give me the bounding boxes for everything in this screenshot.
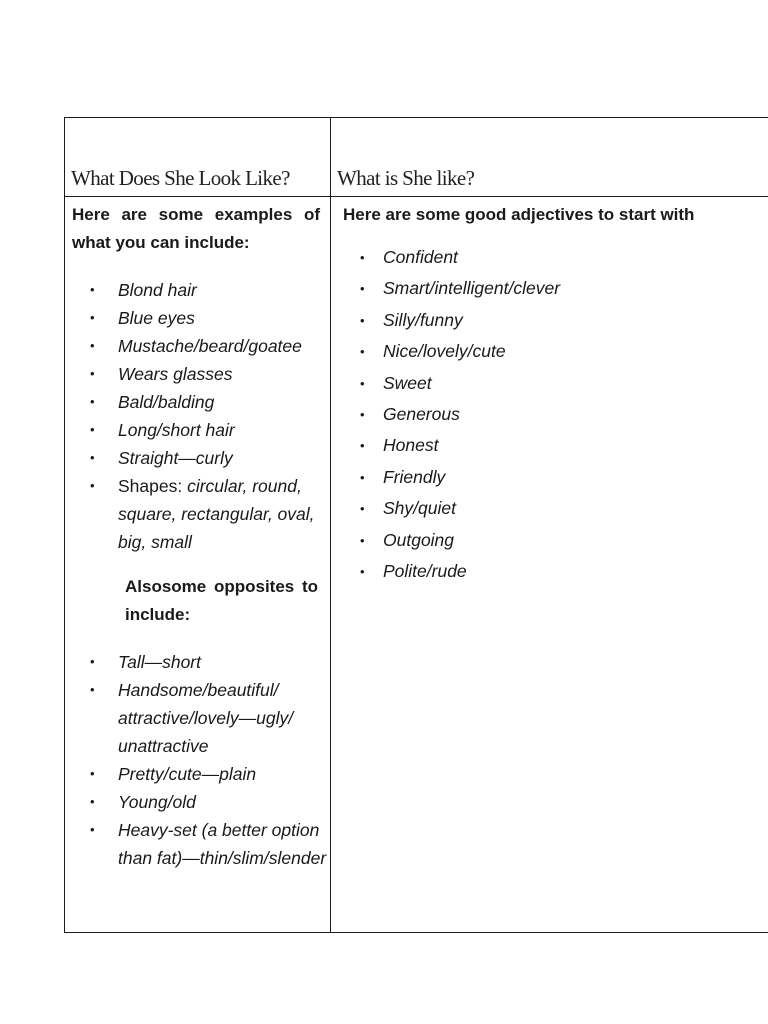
list-item-text: Straight—curly	[118, 448, 233, 468]
bullet-icon: •	[360, 438, 365, 454]
list-item	[65, 332, 330, 360]
list-item-text: Blue eyes	[118, 308, 195, 328]
list-item-text: Silly/funny	[383, 309, 463, 330]
list-item	[331, 368, 768, 399]
description-table	[64, 117, 768, 933]
bullet-icon: •	[90, 394, 95, 409]
left-header-cell	[65, 118, 331, 197]
appearance-list	[65, 276, 330, 556]
list-item-text: Pretty/cute—plain	[118, 764, 257, 784]
adjectives-list	[331, 242, 768, 587]
bullet-icon: •	[360, 469, 365, 485]
list-item-text: Bald/balding	[118, 392, 215, 412]
right-header-cell	[331, 118, 768, 197]
list-item	[331, 493, 768, 524]
bullet-icon: •	[360, 407, 365, 423]
list-item	[65, 788, 330, 816]
list-item-text: Wears glasses	[118, 364, 233, 384]
left-intro-text: Here are some examples of what you can include:	[72, 205, 320, 252]
list-item	[331, 273, 768, 304]
bullet-icon: •	[360, 375, 365, 391]
list-item	[331, 305, 768, 336]
list-item-text: Sweet	[383, 372, 432, 393]
opposites-intro-text: Alsosome opposites to include:	[125, 577, 318, 624]
list-item	[65, 276, 330, 304]
list-item	[65, 760, 330, 788]
bullet-icon: •	[90, 338, 95, 353]
list-item-text: Honest	[383, 435, 439, 456]
list-item-text: Polite/rude	[383, 561, 467, 582]
list-item	[65, 648, 330, 676]
bullet-icon: •	[360, 344, 365, 360]
bullet-icon: •	[90, 310, 95, 325]
list-item	[331, 556, 768, 587]
list-item-text: Handsome/beautiful/ attractive/lovely—ugly/ unattractive	[118, 680, 294, 756]
bullet-icon: •	[360, 501, 365, 517]
list-item-text: Outgoing	[383, 529, 455, 550]
list-item-text: Tall—short	[118, 652, 201, 672]
bullet-icon: •	[90, 654, 95, 669]
bullet-icon: •	[90, 282, 95, 297]
list-item	[331, 430, 768, 461]
bullet-icon: •	[90, 682, 95, 697]
bullet-icon: •	[360, 532, 365, 548]
list-item	[65, 416, 330, 444]
list-item-text: Generous	[383, 404, 460, 425]
bullet-icon: •	[90, 766, 95, 781]
bullet-icon: •	[360, 564, 365, 580]
list-item-text: Mustache/beard/goatee	[118, 336, 302, 356]
list-item	[65, 676, 330, 760]
right-intro-text: Here are some good adjectives to start with	[343, 205, 695, 224]
bullet-icon: •	[360, 312, 365, 328]
list-item	[65, 304, 330, 332]
list-item-text: Shy/quiet	[383, 498, 456, 519]
list-item-text: Young/old	[118, 792, 196, 812]
list-item	[331, 242, 768, 273]
list-item-text: Heavy-set (a better option than fat)—thin/slim/slender	[118, 820, 327, 868]
right-column-heading: What is She like?	[337, 166, 475, 190]
bullet-icon: •	[90, 822, 95, 837]
bullet-icon: •	[90, 794, 95, 809]
list-item	[65, 444, 330, 472]
bullet-icon: •	[90, 366, 95, 381]
list-item	[65, 388, 330, 416]
right-content-cell	[331, 197, 768, 933]
list-item	[331, 336, 768, 367]
list-item-text: Nice/lovely/cute	[383, 341, 506, 362]
list-item	[331, 462, 768, 493]
shapes-list-text: circular, round, square, rectangular, oval, big, small	[118, 476, 315, 552]
left-column-heading: What Does She Look Like?	[71, 166, 290, 190]
bullet-icon: •	[90, 450, 95, 465]
list-item	[65, 816, 330, 872]
bullet-icon: •	[90, 422, 95, 437]
list-item-text: Smart/intelligent/clever	[383, 278, 561, 299]
list-item-shapes	[65, 472, 330, 556]
list-item	[331, 399, 768, 430]
list-item-text: Confident	[383, 247, 458, 267]
left-content-cell	[65, 197, 331, 933]
bullet-icon: •	[360, 250, 365, 265]
list-item-text: Blond hair	[118, 280, 197, 300]
list-item-text: Long/short hair	[118, 420, 235, 440]
header-row	[65, 118, 768, 197]
bullet-icon: •	[90, 478, 95, 493]
list-item	[331, 525, 768, 556]
list-item-text: Friendly	[383, 466, 446, 487]
list-item	[65, 360, 330, 388]
opposites-list	[65, 648, 330, 872]
bullet-icon: •	[360, 281, 365, 297]
content-row	[65, 197, 768, 933]
shapes-prefix: Shapes:	[118, 476, 188, 496]
